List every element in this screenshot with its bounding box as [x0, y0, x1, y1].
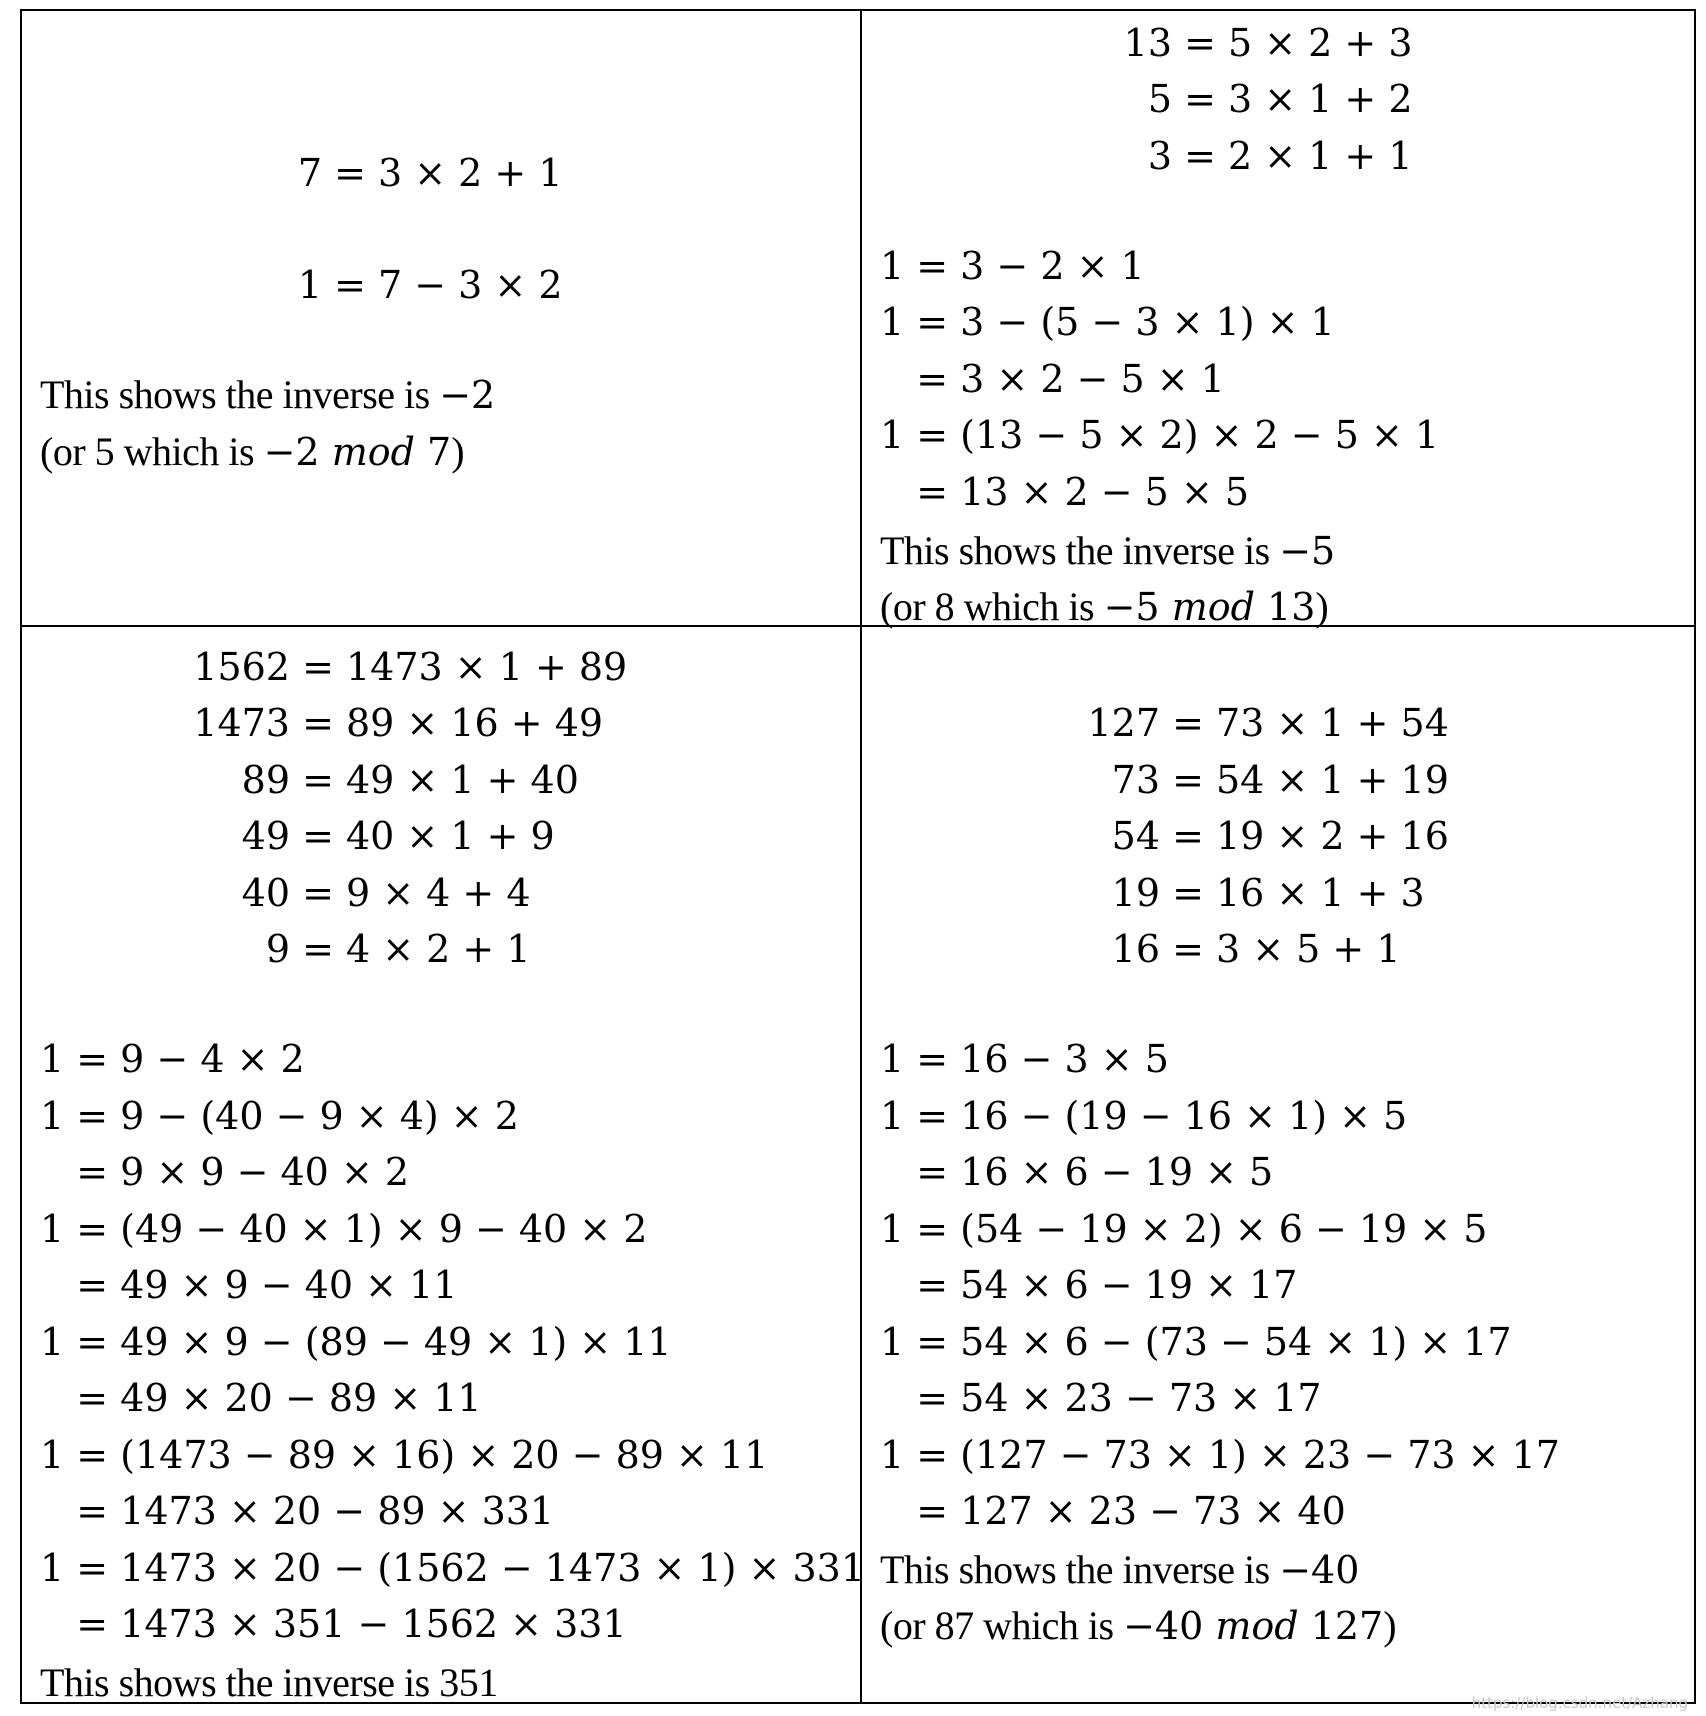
division-step	[1112, 134, 1413, 178]
back-substitution-step	[262, 263, 563, 307]
back-substitution-step: = 3 × 2 − 5 × 1	[880, 357, 1225, 401]
note-modulus: 127	[1298, 1604, 1384, 1648]
back-substitution-step: = 54 × 6 − 19 × 17	[880, 1263, 1298, 1307]
equation-lhs: 54	[1111, 814, 1160, 858]
division-step	[1112, 21, 1413, 65]
cell-mod-13	[862, 11, 1696, 629]
equation-rhs: = 1473 × 1 + 89	[290, 645, 628, 689]
division-step	[172, 871, 531, 915]
back-substitution-step: = 49 × 20 − 89 × 11	[40, 1376, 482, 1420]
back-substitution-step: 1 = 3 − (5 − 3 × 1) × 1	[880, 300, 1335, 344]
equation-rhs: = 73 × 1 + 54	[1160, 701, 1449, 745]
equation-rhs: = 40 × 1 + 9	[290, 814, 555, 858]
note-text: )	[1383, 1603, 1397, 1648]
note-text: (or 87 which is	[880, 1603, 1124, 1648]
back-substitution-step: 1 = (127 − 73 × 1) × 23 − 73 × 17	[880, 1433, 1560, 1477]
inverse-conclusion	[40, 372, 496, 417]
division-step	[1072, 758, 1449, 802]
note-modulus: 7	[414, 430, 452, 474]
back-substitution-step: 1 = 49 × 9 − (89 − 49 × 1) × 11	[40, 1320, 672, 1364]
euclid-table	[20, 9, 1696, 1704]
mod-operator: mod	[1171, 585, 1255, 629]
inverse-mod-note	[40, 429, 465, 474]
conclusion-text: This shows the inverse is	[880, 1547, 1280, 1592]
back-substitution-step: 1 = 9 − (40 − 9 × 4) × 2	[40, 1094, 519, 1138]
equation-lhs: 40	[241, 871, 290, 915]
equation-rhs: = 89 × 16 + 49	[290, 701, 604, 745]
equation-rhs: = 4 × 2 + 1	[290, 927, 531, 971]
note-text: )	[451, 429, 465, 474]
equation-rhs: = 5 × 2 + 3	[1172, 21, 1413, 65]
division-step	[172, 758, 579, 802]
inverse-conclusion: This shows the inverse is 351	[40, 1660, 498, 1705]
back-substitution-step: 1 = 3 − 2 × 1	[880, 244, 1145, 288]
equation-lhs: 49	[241, 814, 290, 858]
back-substitution-step: 1 = (49 − 40 × 1) × 9 − 40 × 2	[40, 1207, 648, 1251]
inverse-value: −5	[1279, 529, 1336, 573]
back-substitution-step: 1 = 16 − 3 × 5	[880, 1037, 1169, 1081]
back-substitution-step: 1 = (1473 − 89 × 16) × 20 − 89 × 11	[40, 1433, 769, 1477]
conclusion-text: This shows the inverse is	[880, 528, 1280, 573]
back-substitution-step: 1 = (13 − 5 × 2) × 2 − 5 × 1	[880, 413, 1440, 457]
division-step	[1072, 871, 1425, 915]
back-substitution-step: = 54 × 23 − 73 × 17	[880, 1376, 1322, 1420]
division-step	[1072, 701, 1449, 745]
back-substitution-step: = 1473 × 351 − 1562 × 331	[40, 1602, 627, 1646]
equation-rhs: = 2 × 1 + 1	[1172, 134, 1413, 178]
equation-rhs: = 19 × 2 + 16	[1160, 814, 1449, 858]
back-substitution-step: 1 = 16 − (19 − 16 × 1) × 5	[880, 1094, 1408, 1138]
back-substitution-step: = 49 × 9 − 40 × 11	[40, 1263, 458, 1307]
division-step	[172, 645, 628, 689]
note-value: −2	[263, 430, 332, 474]
back-substitution-step: 1 = 9 − 4 × 2	[40, 1037, 305, 1081]
equation-rhs: = 49 × 1 + 40	[290, 758, 579, 802]
division-step	[1072, 927, 1401, 971]
inverse-mod-note	[880, 1603, 1397, 1648]
note-text: (or 8 which is	[880, 584, 1104, 629]
note-text: )	[1315, 584, 1329, 629]
equation-rhs: = 9 × 4 + 4	[290, 871, 531, 915]
mod-operator: mod	[331, 430, 415, 474]
inverse-value: −2	[439, 373, 496, 417]
back-substitution-step: = 13 × 2 − 5 × 5	[880, 470, 1250, 514]
equation-lhs: 3	[1147, 134, 1172, 178]
back-substitution-step: = 1473 × 20 − 89 × 331	[40, 1489, 555, 1533]
cell-mod-7	[22, 11, 860, 625]
equation-lhs: 1473	[193, 701, 290, 745]
equation-lhs: 13	[1123, 21, 1172, 65]
equation-lhs: 1562	[193, 645, 290, 689]
division-step	[172, 701, 604, 745]
equation-lhs: 9	[265, 927, 290, 971]
back-substitution-step: = 127 × 23 − 73 × 40	[880, 1489, 1346, 1533]
equation-rhs: = 16 × 1 + 3	[1160, 871, 1425, 915]
equation-lhs: 73	[1111, 758, 1160, 802]
conclusion-text: This shows the inverse is	[40, 372, 440, 417]
equation-rhs: = 54 × 1 + 19	[1160, 758, 1449, 802]
back-substitution-step: 1 = 54 × 6 − (73 − 54 × 1) × 17	[880, 1320, 1512, 1364]
cell-mod-127	[862, 627, 1696, 1704]
note-text: (or 5 which is	[40, 429, 264, 474]
equation-rhs: = 3 × 1 + 2	[1172, 77, 1413, 121]
equation-rhs: = 3 × 5 + 1	[1160, 927, 1401, 971]
note-value: −40	[1123, 1604, 1216, 1648]
equation-lhs: 16	[1111, 927, 1160, 971]
equation-lhs: 89	[241, 758, 290, 802]
inverse-value: −40	[1279, 1548, 1360, 1592]
division-step	[262, 151, 563, 195]
back-substitution-step: 1 = (54 − 19 × 2) × 6 − 19 × 5	[880, 1207, 1488, 1251]
inverse-mod-note	[880, 584, 1329, 629]
note-value: −5	[1103, 585, 1172, 629]
back-substitution-step: = 9 × 9 − 40 × 2	[40, 1150, 410, 1194]
back-substitution-step: = 16 × 6 − 19 × 5	[880, 1150, 1274, 1194]
equation-rhs: = 3 × 2 + 1	[322, 151, 563, 195]
equation-lhs: 127	[1087, 701, 1160, 745]
division-step	[172, 927, 531, 971]
cell-mod-1562	[22, 627, 865, 1705]
inverse-conclusion	[880, 1547, 1360, 1592]
equation-lhs: 19	[1111, 871, 1160, 915]
equation-rhs: = 7 − 3 × 2	[322, 263, 563, 307]
equation-lhs: 1	[297, 263, 322, 307]
equation-lhs: 7	[297, 151, 322, 195]
inverse-conclusion	[880, 528, 1336, 573]
division-step	[1112, 77, 1413, 121]
source-watermark: https://blog.csdn.net/Azhang	[1471, 1694, 1688, 1712]
back-substitution-step: 1 = 1473 × 20 − (1562 − 1473 × 1) × 331	[40, 1546, 865, 1590]
equation-lhs: 5	[1147, 77, 1172, 121]
mod-operator: mod	[1215, 1604, 1299, 1648]
note-modulus: 13	[1254, 585, 1316, 629]
division-step	[1072, 814, 1449, 858]
division-step	[172, 814, 555, 858]
